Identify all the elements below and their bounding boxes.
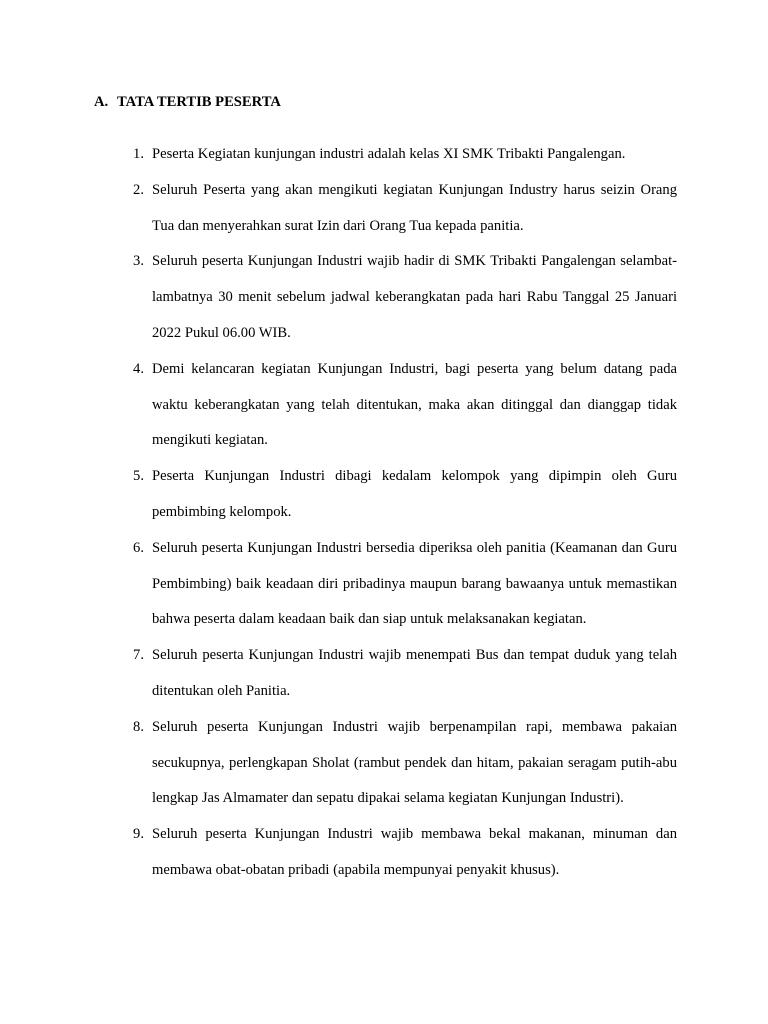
rule-item	[94, 137, 677, 173]
rule-number: 4.	[133, 360, 144, 377]
rule-item	[94, 710, 677, 817]
rule-text: Seluruh peserta Kunjungan Industri bersedia diperiksa oleh panitia (Keamanan dan Guru Pembimbing) baik keadaan diri pribadinya maupun barang bawaanya untuk memastikan bahwa peserta dalam keadaan baik dan siap untuk melaksanakan kegiatan.	[152, 539, 677, 628]
rule-text: Seluruh peserta Kunjungan Industri wajib membawa bekal makanan, minuman dan membawa obat-obatan pribadi (apabila mempunyai penyakit khusus).	[152, 826, 677, 878]
rule-item	[94, 352, 677, 459]
rule-number: 7.	[133, 647, 144, 664]
rule-number: 9.	[133, 826, 144, 843]
rule-text: Seluruh peserta Kunjungan Industri wajib menempati Bus dan tempat duduk yang telah ditentukan oleh Panitia.	[152, 647, 677, 699]
rule-text: Peserta Kegiatan kunjungan industri adalah kelas XI SMK Tribakti Pangalengan.	[152, 146, 626, 162]
rule-text: Demi kelancaran kegiatan Kunjungan Industri, bagi peserta yang belum datang pada waktu keberangkatan yang telah ditentukan, maka akan ditinggal dan dianggap tidak mengikuti kegiatan.	[152, 360, 677, 449]
rule-item	[94, 459, 677, 531]
rule-item	[94, 244, 677, 351]
rule-item	[94, 531, 677, 638]
rule-number: 3.	[133, 253, 144, 270]
rule-number: 6.	[133, 539, 144, 556]
section-title: TATA TERTIB PESERTA	[117, 94, 281, 110]
rule-number: 2.	[133, 181, 144, 198]
rule-number: 5.	[133, 468, 144, 485]
rule-number: 8.	[133, 718, 144, 735]
rule-item	[94, 638, 677, 710]
section-heading	[94, 92, 677, 112]
rule-item	[94, 173, 677, 245]
rule-number: 1.	[133, 146, 144, 162]
rules-list	[94, 137, 677, 889]
rule-text: Seluruh Peserta yang akan mengikuti kegiatan Kunjungan Industry harus seizin Orang Tua dan menyerahkan surat Izin dari Orang Tua kepada panitia.	[152, 181, 677, 234]
section-letter: A.	[94, 94, 109, 110]
rule-text: Peserta Kunjungan Industri dibagi kedalam kelompok yang dipimpin oleh Guru pembimbing kelompok.	[152, 468, 677, 520]
rule-item	[94, 817, 677, 889]
rule-text: Seluruh peserta Kunjungan Industri wajib berpenampilan rapi, membawa pakaian secukupnya, perlengkapan Sholat (rambut pendek dan hitam, pakaian seragam putih-abu lengkap Jas Almamater dan sepatu dipakai selama kegiatan Kunjungan Industri).	[152, 718, 677, 807]
rule-text: Seluruh peserta Kunjungan Industri wajib hadir di SMK Tribakti Pangalengan selambat-lambatnya 30 menit sebelum jadwal keberangkatan pada hari Rabu Tanggal 25 Januari 2022 Pukul 06.00 WIB.	[152, 253, 677, 341]
